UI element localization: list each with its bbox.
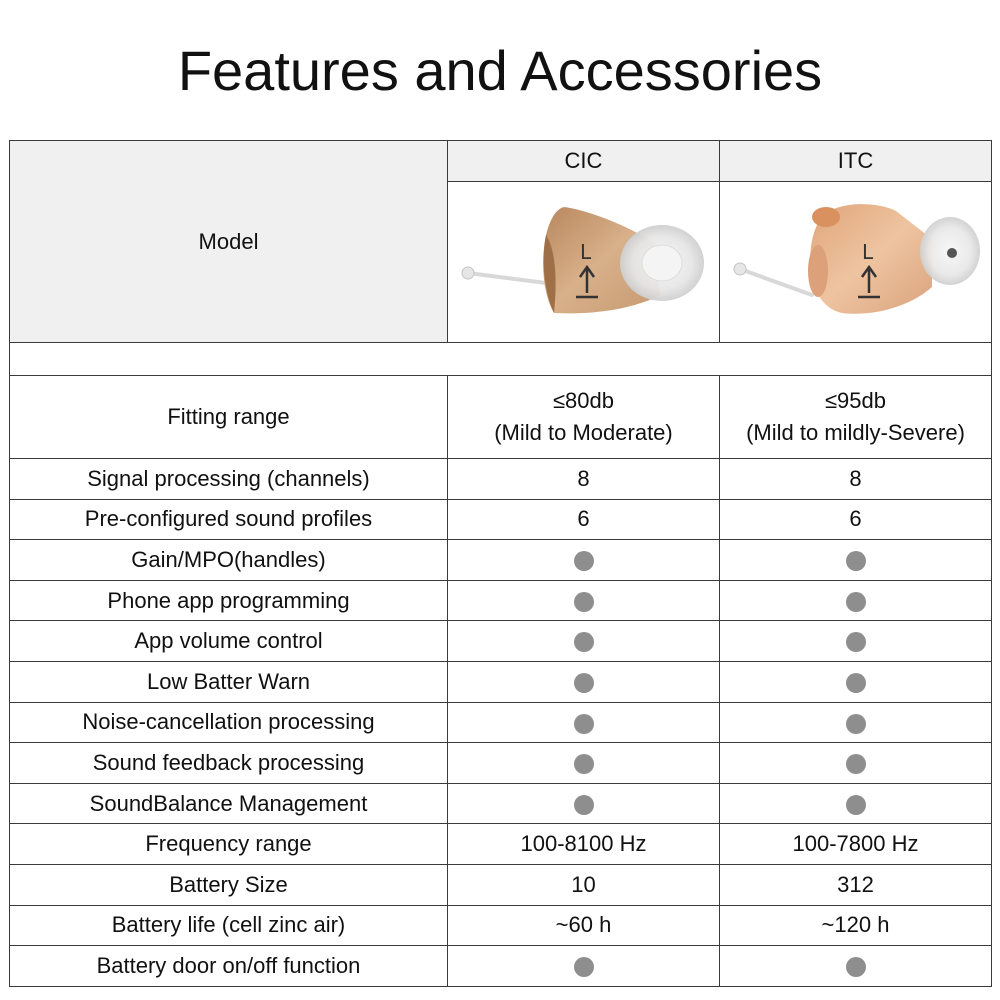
table-row [10,905,992,946]
row-label: Noise-cancellation processing [10,702,448,743]
column-header-itc: ITC [720,141,992,182]
table-row [10,376,992,459]
supported-dot-icon [846,592,866,612]
value-cell-itc: 312 [720,864,992,905]
model-header-cell: Model [10,141,448,343]
supported-dot-icon [574,714,594,734]
fitting-range-itc-db: ≤95db [824,388,886,413]
table-row [10,580,992,621]
row-label: Signal processing (channels) [10,459,448,500]
supported-dot-icon [574,632,594,652]
row-label: SoundBalance Management [10,783,448,824]
itc-image-cell [720,182,992,343]
row-label: Gain/MPO(handles) [10,540,448,581]
supported-dot-icon [574,673,594,693]
supported-dot-icon [846,632,866,652]
feature-rows [10,459,992,987]
fitting-range-cic-db: ≤80db [552,388,614,413]
row-label: Battery Size [10,864,448,905]
cic-l-letter: L [579,240,591,264]
value-cell-cic: 10 [448,864,720,905]
feature-comparison-table [9,140,992,987]
table-row [10,743,992,784]
feature-cell-cic [448,743,720,784]
feature-cell-cic [448,661,720,702]
table-row [10,783,992,824]
feature-cell-cic [448,621,720,662]
row-label: Sound feedback processing [10,743,448,784]
supported-dot-icon [846,673,866,693]
feature-cell-cic [448,580,720,621]
value-cell-cic: 100-8100 Hz [448,824,720,865]
row-label: App volume control [10,621,448,662]
value-cell-itc: 6 [720,499,992,540]
feature-cell-itc [720,702,992,743]
table-row [10,661,992,702]
row-label: Pre-configured sound profiles [10,499,448,540]
supported-dot-icon [846,714,866,734]
cic-image-cell [448,182,720,343]
value-cell-itc: 8 [720,459,992,500]
supported-dot-icon [846,957,866,977]
value-cell-cic: ~60 h [448,905,720,946]
value-cell-itc: 100-7800 Hz [720,824,992,865]
value-cell-itc: ~120 h [720,905,992,946]
row-label: Battery door on/off function [10,946,448,987]
table-row [10,540,992,581]
feature-cell-cic [448,540,720,581]
table-row [10,459,992,500]
column-header-cic: CIC [448,141,720,182]
value-cell-cic: 6 [448,499,720,540]
fitting-range-itc [720,376,992,459]
supported-dot-icon [574,957,594,977]
table-header-row [10,141,992,182]
table-row [10,864,992,905]
row-label: Battery life (cell zinc air) [10,905,448,946]
feature-cell-itc [720,621,992,662]
page-title: Features and Accessories [177,39,823,102]
table-row [10,824,992,865]
row-label-fitting-range: Fitting range [10,376,448,459]
fitting-range-cic [448,376,720,459]
supported-dot-icon [574,754,594,774]
table-row [10,499,992,540]
fitting-range-cic-level: (Mild to Moderate) [494,420,673,445]
itc-l-letter: L [861,240,873,264]
spacer-cell [10,343,992,376]
supported-dot-icon [846,754,866,774]
itc-hearing-aid-image [726,187,986,337]
supported-dot-icon [574,795,594,815]
feature-cell-itc [720,540,992,581]
table-row [10,946,992,987]
table-row [10,702,992,743]
cic-hearing-aid-image [454,187,714,337]
feature-cell-cic [448,702,720,743]
supported-dot-icon [574,551,594,571]
feature-cell-cic [448,946,720,987]
feature-cell-itc [720,783,992,824]
spacer-row [10,343,992,376]
feature-cell-itc [720,580,992,621]
supported-dot-icon [846,551,866,571]
feature-cell-itc [720,743,992,784]
feature-cell-itc [720,661,992,702]
feature-cell-cic [448,783,720,824]
table-row [10,621,992,662]
row-label: Low Batter Warn [10,661,448,702]
supported-dot-icon [574,592,594,612]
feature-cell-itc [720,946,992,987]
row-label: Frequency range [10,824,448,865]
value-cell-cic: 8 [448,459,720,500]
row-label: Phone app programming [10,580,448,621]
fitting-range-itc-level: (Mild to mildly-Severe) [746,420,965,445]
supported-dot-icon [846,795,866,815]
